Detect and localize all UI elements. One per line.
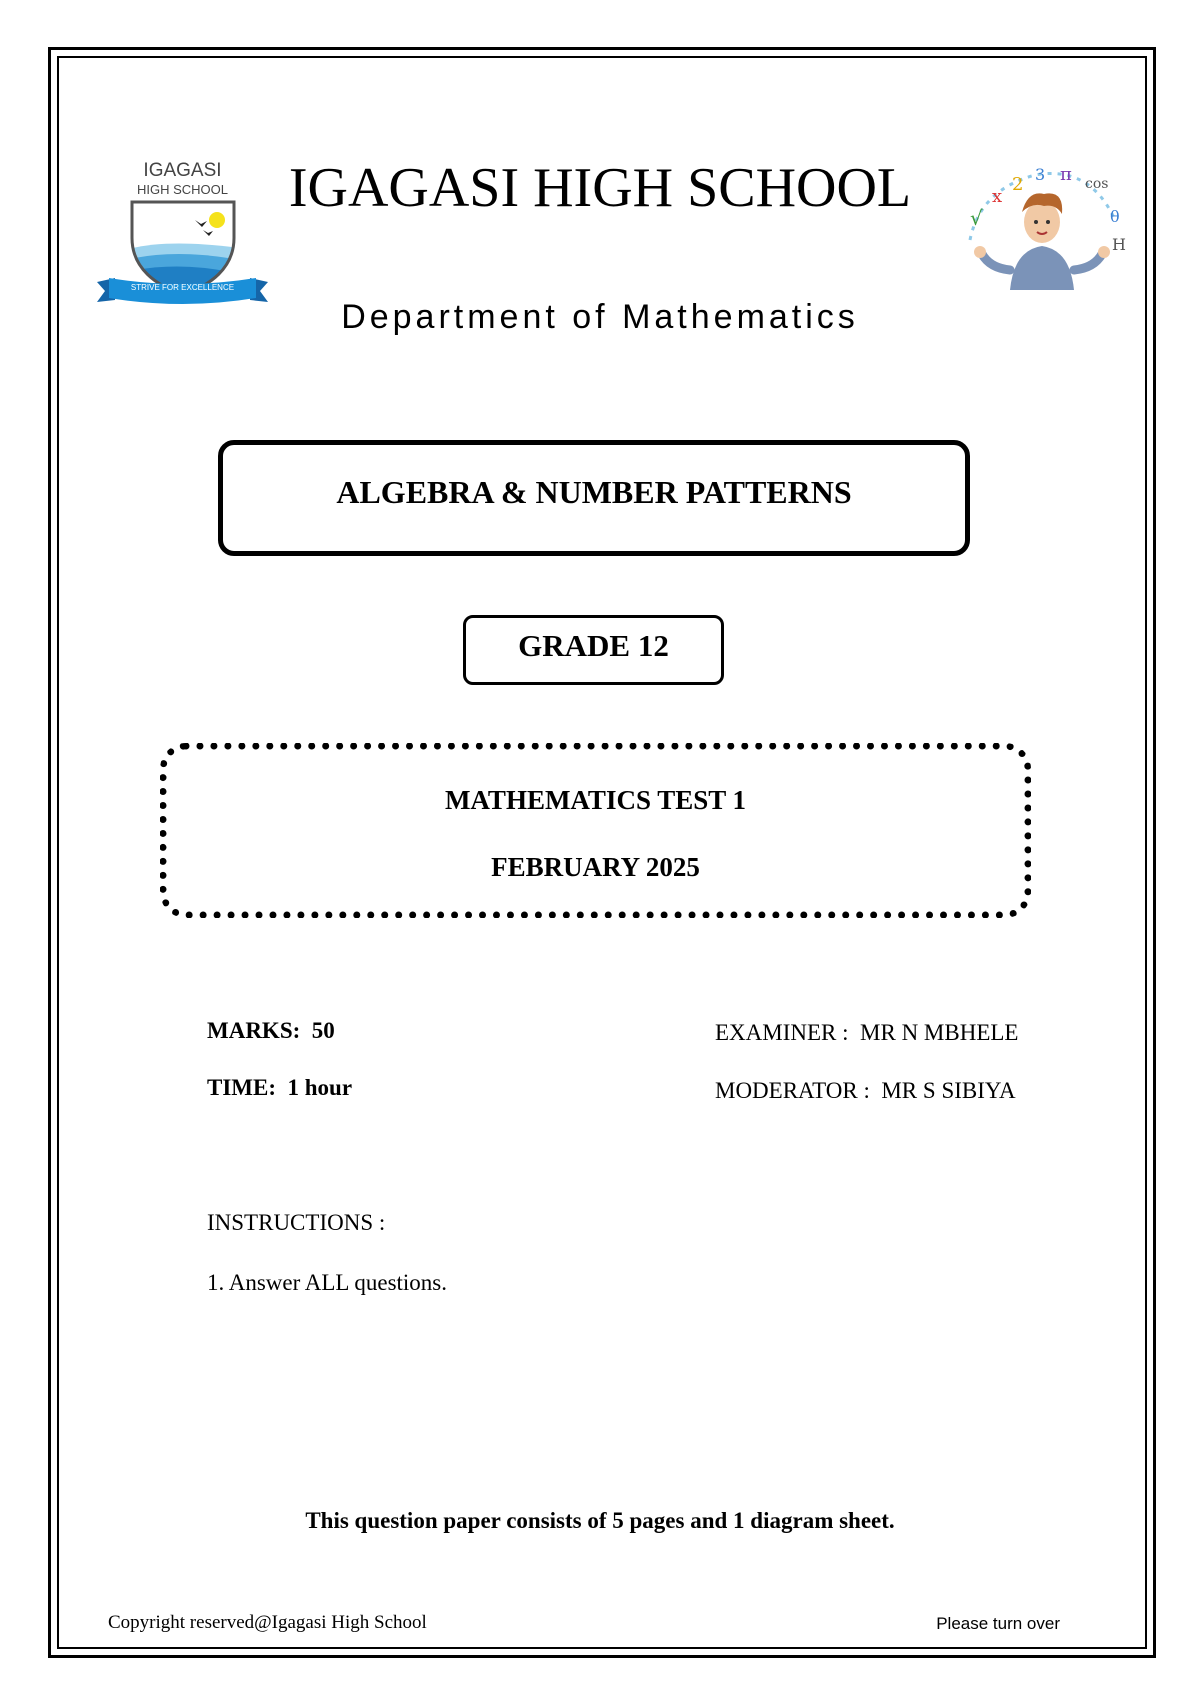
test-info-box: [160, 743, 1031, 918]
math-student-clipart-icon: [940, 150, 1130, 310]
grade-box: [463, 615, 724, 685]
examiner-value: MR N MBHELE: [860, 1020, 1019, 1045]
copyright-text: Copyright reserved@Igagasi High School: [108, 1612, 427, 1633]
svg-text:√: √: [970, 206, 983, 230]
time-label: TIME:: [207, 1075, 276, 1100]
turn-over-text: Please turn over: [936, 1614, 1060, 1633]
instructions-heading: INSTRUCTIONS :: [207, 1210, 386, 1235]
marks-value: 50: [311, 1018, 335, 1043]
moderator-value: MR S SIBIYA: [881, 1078, 1016, 1103]
logo-text-high-school: HIGH SCHOOL: [136, 182, 228, 197]
logo-text-igagasi: IGAGASI: [143, 160, 222, 181]
examiner-line: [715, 1020, 1018, 1046]
svg-text:2: 2: [1012, 174, 1024, 195]
pages-note: This question paper consists of 5 pages and 1 diagram sheet.: [305, 1508, 895, 1533]
time-value: 1 hour: [287, 1075, 353, 1100]
time-line: [207, 1075, 352, 1101]
marks-label: MARKS:: [207, 1018, 301, 1043]
marks-line: [207, 1018, 335, 1044]
svg-text:π: π: [1060, 164, 1072, 185]
topic-title: ALGEBRA & NUMBER PATTERNS: [336, 473, 852, 510]
grade-label: GRADE 12: [518, 628, 669, 663]
topic-box: [218, 440, 970, 556]
test-name: MATHEMATICS TEST 1: [444, 785, 747, 815]
moderator-label: MODERATOR :: [715, 1078, 870, 1103]
svg-text:θ: θ: [1110, 207, 1120, 226]
svg-text:cos: cos: [1085, 176, 1109, 192]
test-date: FEBRUARY 2025: [491, 852, 700, 882]
instruction-item: 1. Answer ALL questions.: [207, 1270, 447, 1295]
logo-motto: STRIVE FOR EXCELLENCE: [130, 283, 235, 292]
svg-text:x: x: [992, 186, 1003, 207]
department-name: Department of Mathematics: [341, 298, 859, 336]
svg-text:H: H: [1112, 235, 1126, 254]
examiner-label: EXAMINER :: [715, 1020, 849, 1045]
moderator-line: [715, 1078, 1016, 1104]
svg-text:3: 3: [1035, 165, 1046, 184]
school-name: IGAGASI HIGH SCHOOL: [288, 157, 912, 219]
math-student-image: [940, 150, 1130, 310]
